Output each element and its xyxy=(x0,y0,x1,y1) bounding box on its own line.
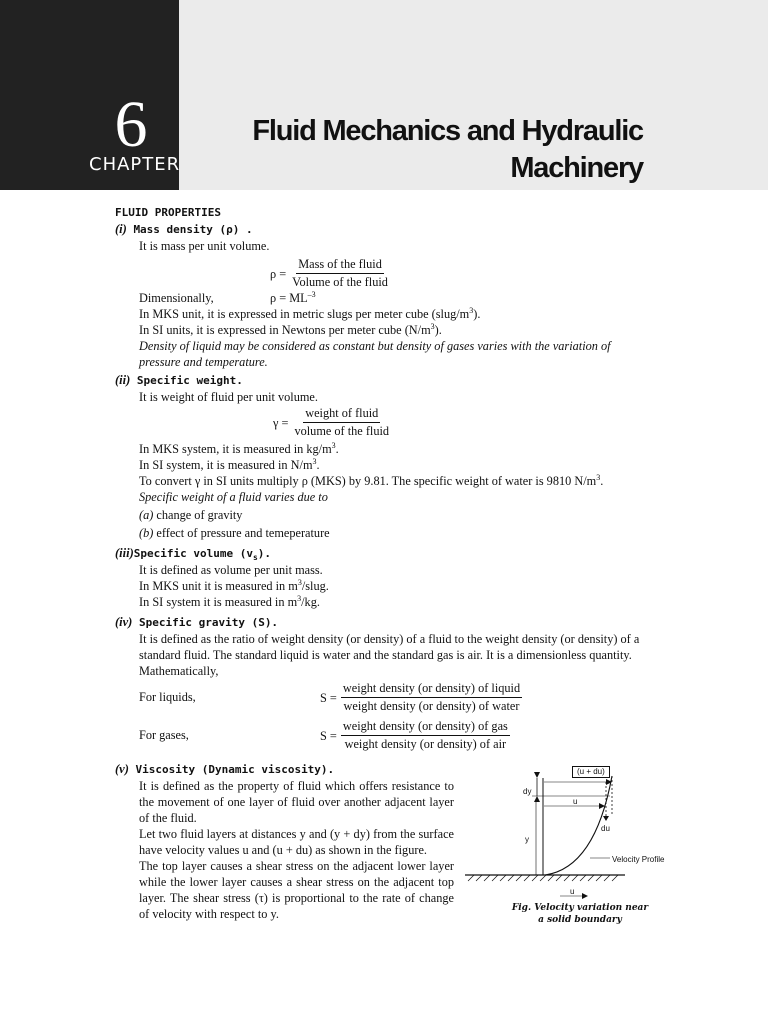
liquid-denominator: weight density (or density) of water xyxy=(343,699,520,713)
weight-varies: Specific weight of a fluid varies due to xyxy=(139,490,328,504)
label-y: y xyxy=(525,835,529,844)
density-note-1: Density of liquid may be considered as constant but density of gases varies with the variation of xyxy=(139,339,611,353)
viscosity-p1: It is defined as the property of fluid which offers resistance to the movement of one layer of fluid over another adjacent layer of the fluid. xyxy=(139,779,454,825)
gravity-title: Specific gravity (S). xyxy=(138,616,279,629)
density-num: (i) xyxy=(115,222,127,236)
viscosity-heading: (v) Viscosity (Dynamic viscosity). xyxy=(115,762,335,776)
gas-denominator: weight density (or density) of air xyxy=(344,737,507,751)
weight-symbol: γ = xyxy=(273,415,289,430)
volume-si: In SI system it is measured in $m^3/kg$. xyxy=(139,594,320,609)
label-du: du xyxy=(601,824,610,833)
page-content xyxy=(115,205,685,938)
density-note-2: pressure and temperature. xyxy=(139,355,268,369)
weight-mks: In MKS system, it is measured in $kg/m^3$. xyxy=(139,441,339,456)
gravity-def-1: It is defined as the ratio of weight density (or density) of a fluid to the weight density (or density) of a xyxy=(139,632,640,646)
weight-convert: To convert γ in SI units multiply ρ (MKS) by 9.81. The specific weight of water is 9810 $N/m^3$. xyxy=(139,473,604,488)
dimension-expr: ρ = ML xyxy=(270,291,308,305)
weight-item-a: (a) change of gravity xyxy=(139,508,243,522)
density-title: Mass density (ρ) . xyxy=(133,223,253,236)
label-u-du: (u + du) xyxy=(572,766,610,778)
viscosity-p2: Let two fluid layers at distances y and (y + dy) from the surface have velocity values u and (u + du) as shown in the figure. xyxy=(139,827,454,857)
viscosity-title: Viscosity (Dynamic viscosity). xyxy=(135,763,335,776)
label-u-bottom: u xyxy=(570,887,575,896)
density-heading xyxy=(115,221,685,238)
weight-numerator: weight of fluid xyxy=(303,405,380,423)
gas-numerator: weight density (or density) of gas xyxy=(341,718,510,736)
figure-caption-line1: Fig. Velocity variation near xyxy=(511,903,649,913)
density-denominator: Volume of the fluid xyxy=(292,275,388,289)
weight-formula xyxy=(115,405,685,441)
label-velocity-profile: Velocity Profile xyxy=(612,855,665,864)
label-dy: dy xyxy=(523,787,532,796)
figure-caption-line2: a solid boundary xyxy=(538,915,622,925)
density-si: In SI units, it is expressed in Newtons per meter cube $(N/m^3)$. xyxy=(139,322,442,337)
gravity-heading: (iv) Specific gravity (S). xyxy=(115,615,279,629)
chapter-box xyxy=(0,0,179,190)
weight-si: In SI system, it is measured in $N/m^3$. xyxy=(139,457,320,472)
gravity-liquid-formula: For liquids, S = weight density (or density) of liquid weight density (or density) of water xyxy=(139,681,521,713)
volume-definition: It is defined as volume per unit mass. xyxy=(139,563,323,577)
gas-label: For gases, xyxy=(139,728,189,742)
density-mks: In MKS unit, it is expressed in metric slugs per meter cube $(slug/m^3)$. xyxy=(139,306,481,321)
density-dimension xyxy=(115,290,685,306)
weight-title: Specific weight. xyxy=(136,374,243,387)
viscosity-text xyxy=(115,778,454,922)
section-heading: FLUID PROPERTIES xyxy=(115,206,221,219)
weight-item-b: (b) effect of pressure and temeperature xyxy=(139,526,330,540)
weight-definition: It is weight of fluid per unit volume. xyxy=(139,390,318,404)
gravity-math: Mathematically, xyxy=(139,664,219,678)
density-symbol: ρ = xyxy=(270,266,287,281)
label-u: u xyxy=(573,797,578,806)
gravity-gas-formula: For gases, S = weight density (or density) of gas weight density (or density) of air xyxy=(139,719,508,751)
velocity-figure xyxy=(460,768,700,938)
volume-mks: In MKS unit it is measured in $m^3$/slug. xyxy=(139,578,329,593)
chapter-number: 6 xyxy=(114,88,148,161)
density-definition: It is mass per unit volume. xyxy=(139,239,270,253)
liquid-numerator: weight density (or density) of liquid xyxy=(341,680,522,698)
figure-caption xyxy=(490,902,670,926)
chapter-title xyxy=(223,113,643,187)
dimension-label: Dimensionally, xyxy=(139,291,214,305)
density-formula xyxy=(115,254,685,290)
volume-heading: (iii)Specific volume $(v_s)$. xyxy=(115,546,272,563)
density-numerator: Mass of the fluid xyxy=(296,256,384,274)
viscosity-p3: The top layer causes a shear stress on the adjacent lower layer while the lower layer causes a shear stress on the adjacent top layer. The shear stress (τ) is proportional to the rate of change of velocity with respect to y. xyxy=(139,859,454,921)
weight-heading: (ii) Specific weight. xyxy=(115,373,243,387)
liquid-label: For liquids, xyxy=(139,690,196,704)
gravity-def-2: standard fluid. The standard liquid is water and the standard gas is air. It is a dimensionless quantity. xyxy=(139,648,632,662)
dimension-exponent: –3 xyxy=(307,290,316,299)
chapter-title-line2: Machinery xyxy=(510,152,643,184)
weight-denominator: volume of the fluid xyxy=(294,424,390,438)
chapter-title-line1: Fluid Mechanics and Hydraulic xyxy=(252,115,643,147)
chapter-label: CHAPTER xyxy=(89,154,181,175)
